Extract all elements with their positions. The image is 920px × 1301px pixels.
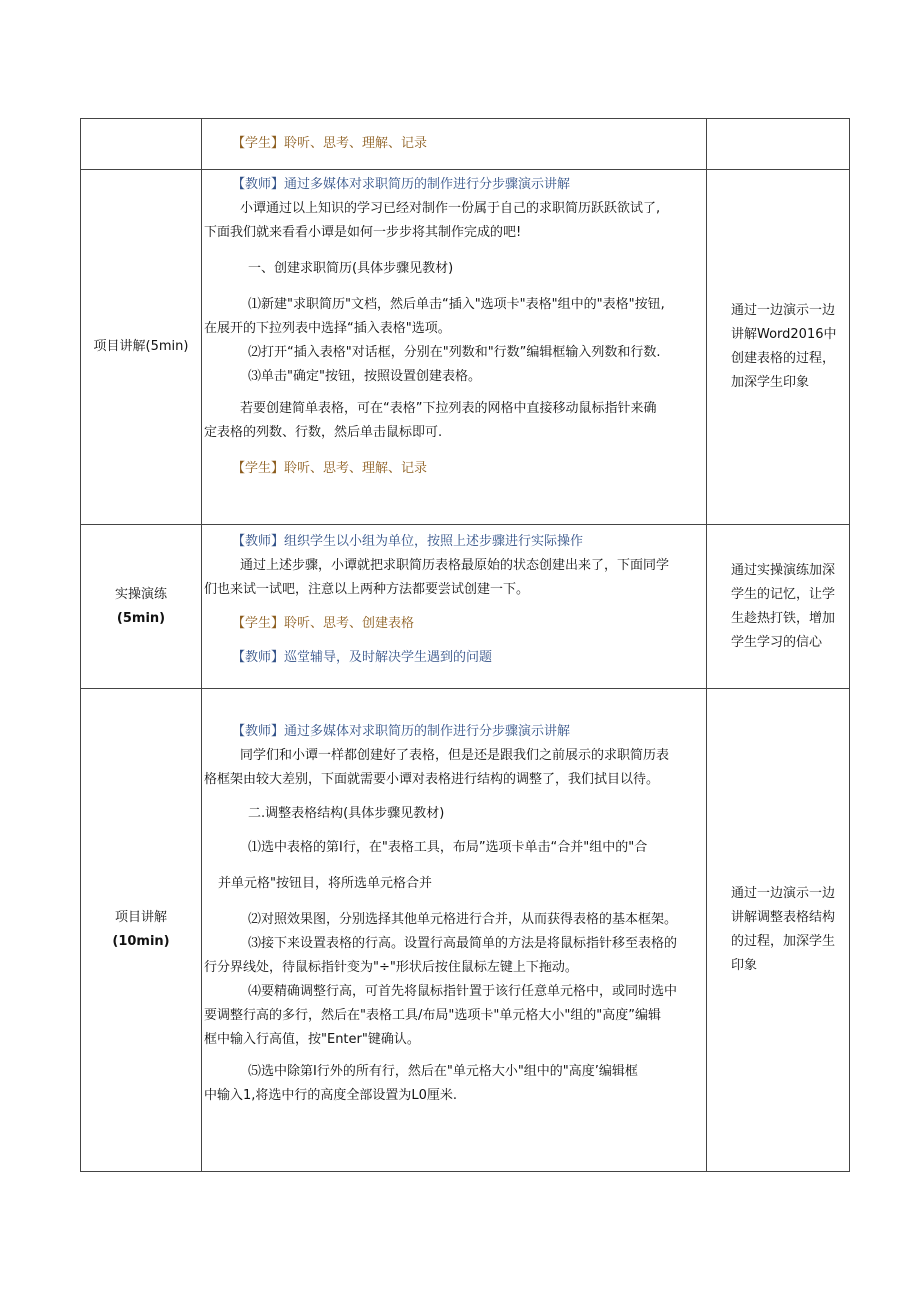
content-line: 格框架由较大差别，下面就需要小谭对表格进行结构的调整了，我们拭目以待。: [204, 772, 660, 787]
content-line: 通过上述步骤，小谭就把求职简历表格最原始的状态创建出来了，下面同学: [240, 558, 670, 573]
content-line: 行分界线处，待鼠标指针变为"÷"形状后按住鼠标左键上下拖动。: [204, 960, 578, 975]
content-line: 小谭通过以上知识的学习已经对制作一份属于自己的求职简历跃跃欲试了,: [240, 201, 661, 216]
content-line: 在展开的下拉列表中选择“插入表格"选项。: [204, 321, 451, 336]
content-line: 并单元格"按钮目，将所选单元格合并: [218, 876, 432, 891]
content-line: 们也来试一试吧，注意以上两种方法都要尝试创建一下。: [204, 582, 530, 597]
student-line: 【学生】聆听、思考、理解、记录: [232, 461, 428, 476]
section-heading: 二.调整表格结构(具体步骤见教材): [248, 806, 445, 821]
content-line: ⑷要精确调整行高，可首先将鼠标指针置于该行任意单元格中，或同时选中: [248, 984, 678, 999]
note-text: 通过一边演示一边讲解调整表格结构的过程，加深学生印象: [731, 886, 836, 973]
content-line: 要调整行高的多行，然后在"表格工具/布局"选项卡"单元格大小"组的"高度”编辑: [204, 1008, 662, 1023]
stage-label: 项目讲解(5min): [93, 339, 189, 354]
note-cell: [707, 525, 850, 689]
table-row: [81, 170, 850, 525]
note-text: 通过实操演练加深学生的记忆，让学生趁热打铁，增加学生学习的信心: [731, 562, 836, 650]
content-cell: [202, 170, 707, 525]
content-line: 同学们和小谭一样都创建好了表格，但是还是跟我们之前展示的求职简历表: [240, 748, 670, 763]
table-row: [81, 119, 850, 170]
content-line: ⑶单击"确定"按钮，按照设置创建表格。: [248, 369, 481, 384]
stage-duration: (10min): [112, 934, 170, 949]
note-cell: [707, 119, 850, 170]
content-line: 若要创建简单表格，可在“表格”下拉列表的网格中直接移动鼠标指针来确: [240, 401, 657, 416]
table-row: [81, 525, 850, 689]
content-line: ⑵打开“插入表格"对话框，分别在"列数和"行数”编辑框输入列数和行数.: [248, 345, 661, 360]
stage-duration: (5min): [116, 610, 166, 626]
content-line: ⑵对照效果图，分别选择其他单元格进行合并，从而获得表格的基本框架。: [248, 912, 678, 927]
note-cell: [707, 170, 850, 525]
lesson-plan-table: [80, 118, 850, 1172]
content-line: 下面我们就来看看小谭是如何一步步将其制作完成的吧!: [204, 225, 522, 240]
teacher-line: 【教师】组织学生以小组为单位，按照上述步骤进行实际操作: [232, 534, 584, 549]
note-text: 通过一边演示一边讲解Word2016中创建表格的过程，加深学生印象: [731, 303, 837, 390]
content-line: 中输入1,将选中行的高度全部设置为L0厘米.: [204, 1088, 458, 1103]
content-line: ⑴新建"求职简历"文档，然后单击“插入"选项卡"表格"组中的"表格"按钮,: [248, 297, 665, 312]
section-heading: 一、创建求职简历(具体步骤见教材): [248, 261, 454, 276]
stage-cell: [81, 525, 202, 689]
teacher-line: 【教师】巡堂辅导，及时解决学生遇到的问题: [232, 650, 493, 665]
teacher-line: 【教师】通过多媒体对求职简历的制作进行分步骤演示讲解: [232, 177, 571, 192]
stage-cell: [81, 119, 202, 170]
teacher-line: 【教师】通过多媒体对求职简历的制作进行分步骤演示讲解: [232, 724, 571, 739]
content-line: 框中输入行高值，按"Enter"键确认。: [204, 1032, 420, 1047]
stage-label: 实操演练: [114, 586, 167, 602]
table-row: [81, 689, 850, 1172]
student-line: 【学生】聆听、思考、理解、记录: [232, 136, 428, 151]
stage-cell: [81, 170, 202, 525]
note-cell: [707, 689, 850, 1172]
content-line: ⑸选中除第Ⅰ行外的所有行，然后在"单元格大小"组中的"高度’编辑框: [248, 1064, 638, 1079]
content-line: 定表格的列数、行数，然后单击鼠标即可.: [204, 425, 443, 440]
stage-label: 项目讲解: [114, 910, 167, 925]
content-cell: [202, 119, 707, 170]
content-cell: [202, 525, 707, 689]
content-cell: [202, 689, 707, 1172]
stage-cell: [81, 689, 202, 1172]
content-line: ⑶接下来设置表格的行高。设置行高最简单的方法是将鼠标指针移至表格的: [248, 936, 678, 951]
student-line: 【学生】聆听、思考、创建表格: [232, 616, 415, 631]
content-line: ⑴选中表格的第Ⅰ行，在"表格工具，布局”选项卡单击“合并"组中的"合: [248, 840, 648, 855]
